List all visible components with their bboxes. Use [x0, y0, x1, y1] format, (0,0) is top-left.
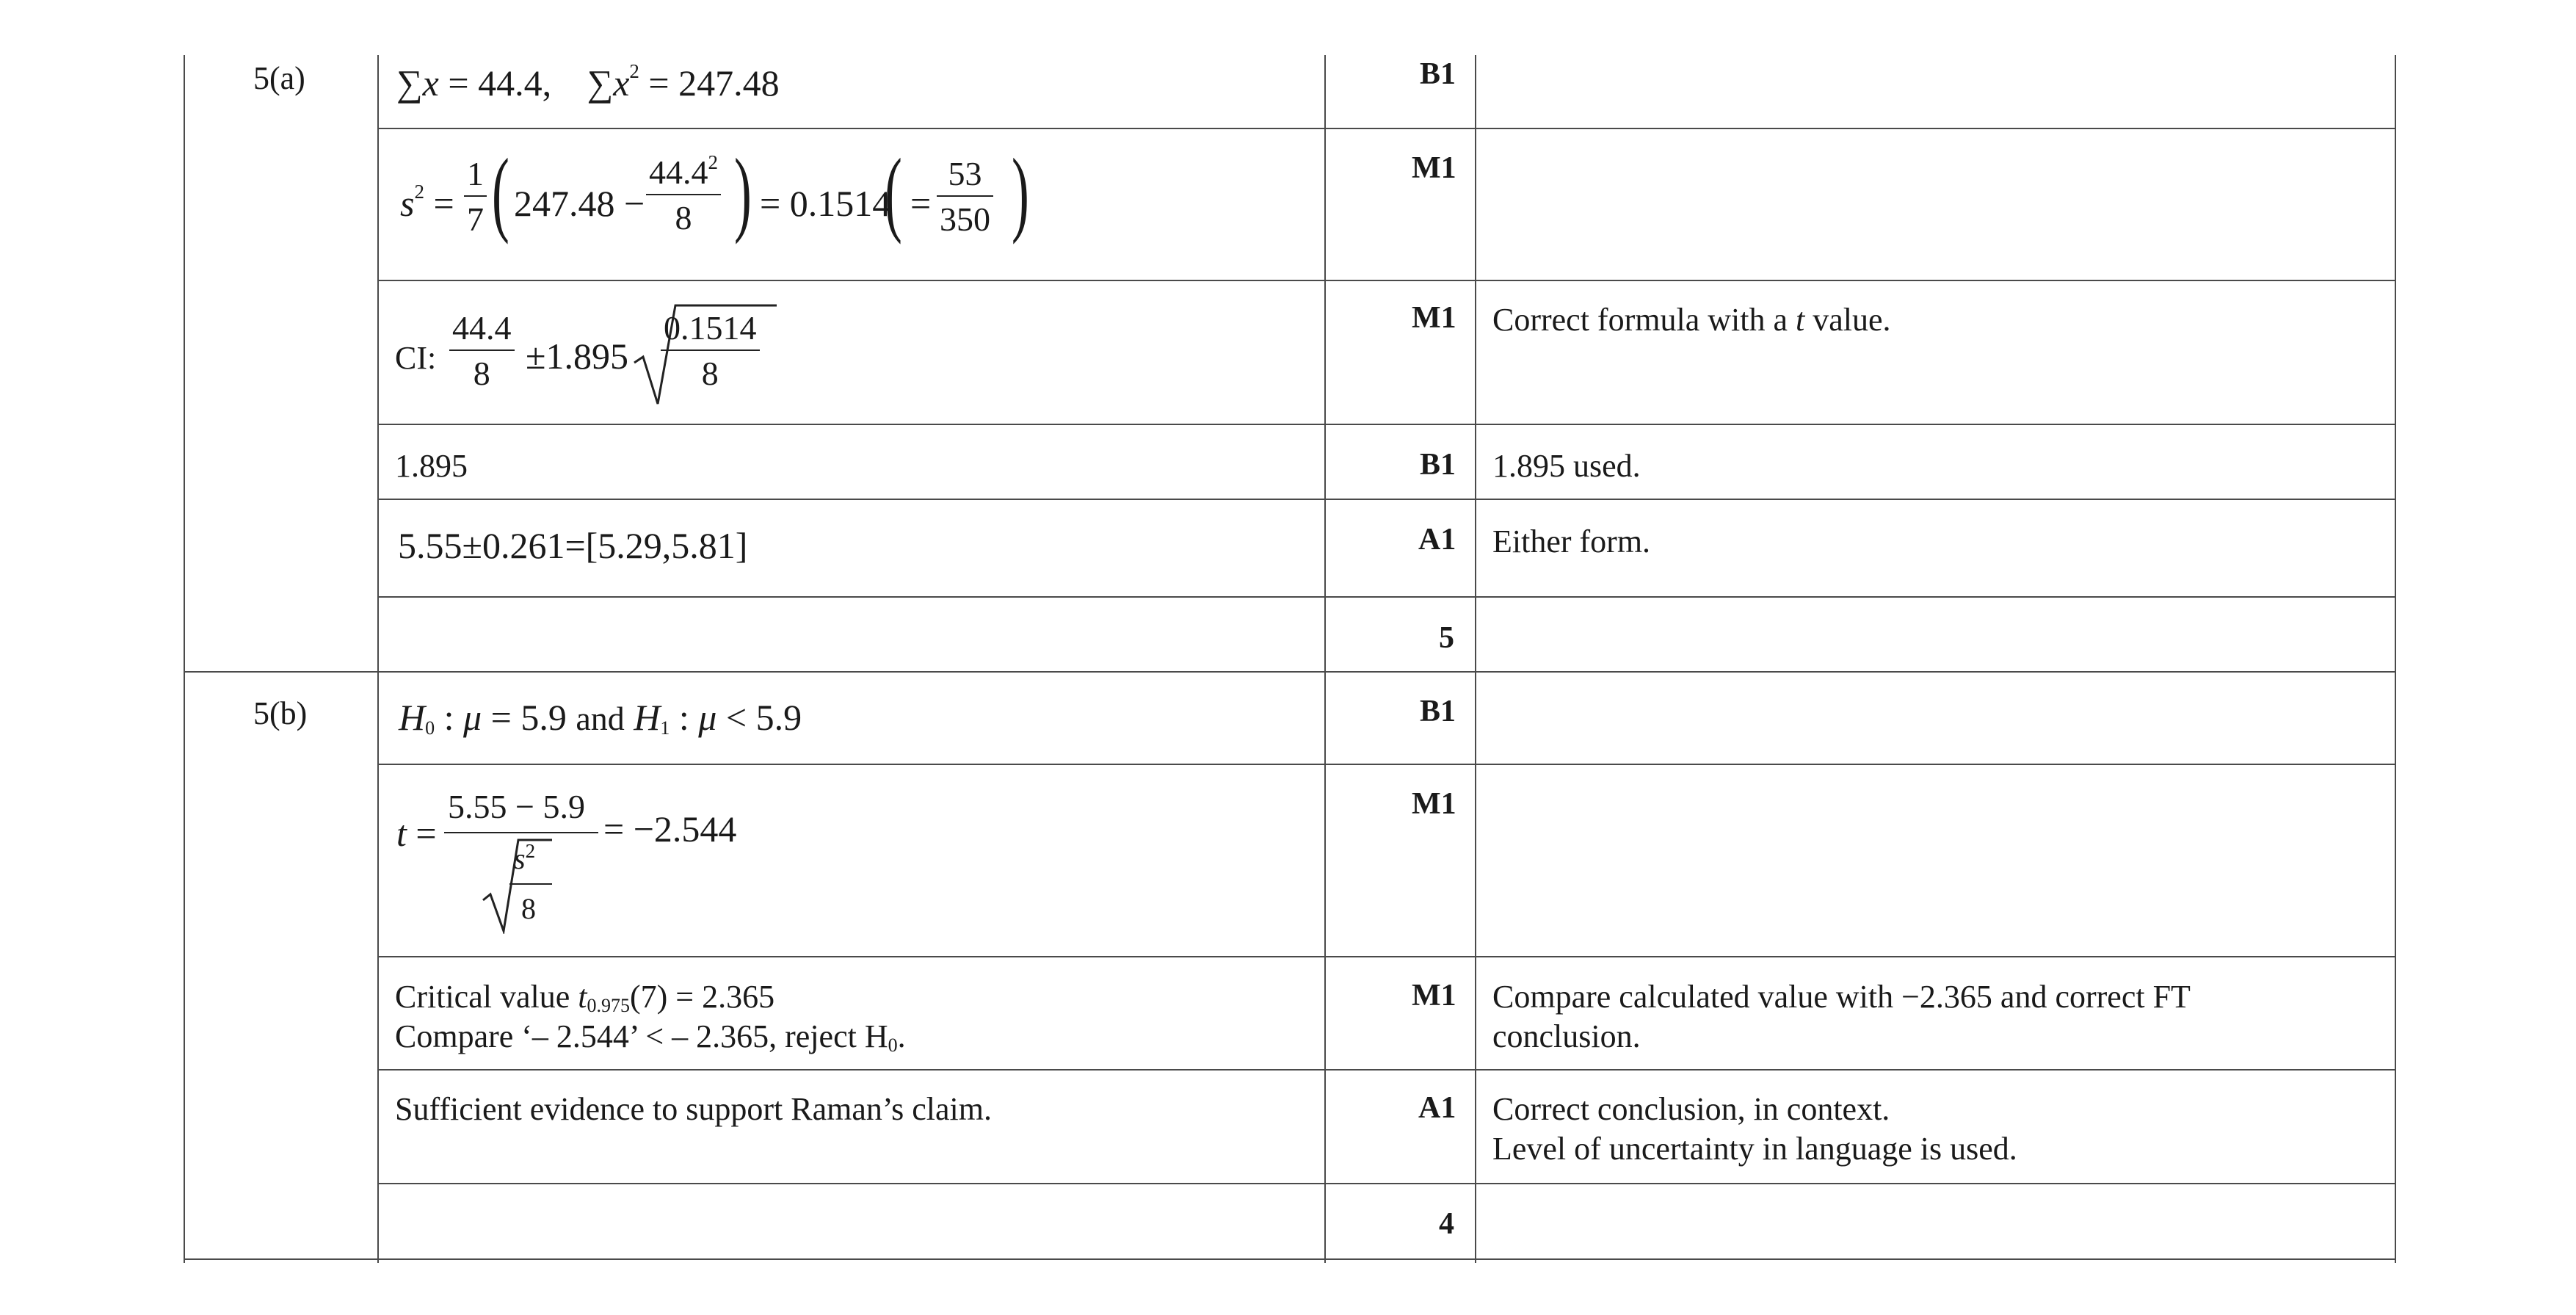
grid-line	[2395, 55, 2396, 1263]
grid-line	[377, 499, 2396, 500]
right-paren: )	[1012, 140, 1029, 245]
total-marks: 5	[1439, 621, 1454, 655]
fraction-denominator: 7	[467, 200, 484, 238]
critical-value-subscript: 0.975	[587, 995, 630, 1016]
critical-value-text: Critical value	[395, 979, 570, 1015]
s-squared-symbol: $s^2$	[514, 840, 536, 875]
and-text: and	[576, 700, 625, 737]
mark-code: M1	[1412, 787, 1456, 821]
fraction-denominator: 8	[521, 892, 536, 925]
variance-result: = 0.1514	[760, 183, 891, 224]
fraction-bar	[509, 883, 552, 885]
guidance-note: Level of uncertainty in language is used.	[1492, 1131, 2017, 1167]
ci-mean-fraction	[449, 311, 515, 391]
sum-x2-value: 247.48	[678, 62, 780, 104]
t-symbol: t =	[396, 813, 437, 854]
grid-line	[377, 280, 2396, 281]
sum-x-value: 44.4,	[478, 62, 552, 104]
exact-variance-fraction	[937, 157, 993, 236]
comparison-text: Compare ‘– 2.544’ < – 2.365, reject H	[395, 1018, 888, 1054]
guidance-note: Compare calculated value with −2.365 and correct FT	[1492, 979, 2191, 1015]
ci-variance-fraction	[661, 311, 760, 391]
hypotheses: H0 : μ = 5.9 and H1 : μ < 5.9	[399, 697, 802, 739]
sum-x-expression: ∑x = 44.4, $\sum x^2 = 247.48$	[396, 60, 780, 104]
s-squared-symbol: $s^2$ =	[400, 181, 454, 224]
grid-line	[377, 596, 2396, 598]
variance-result-value: 0.1514	[789, 183, 891, 224]
grid-line	[377, 128, 2396, 129]
grid-line	[184, 671, 2396, 673]
fraction-numerator: 53	[948, 155, 982, 192]
equals-sign: =	[910, 183, 932, 224]
mean-squared-fraction	[646, 151, 721, 236]
fraction-numerator: 1	[467, 155, 484, 192]
critical-value-result: (7) = 2.365	[629, 979, 775, 1015]
grid-line	[184, 55, 185, 1263]
total-marks: 4	[1439, 1207, 1454, 1241]
right-paren: )	[734, 140, 752, 245]
grid-line	[377, 764, 2396, 765]
grid-line	[1324, 55, 1326, 1263]
h1-value: < 5.9	[725, 697, 802, 738]
guidance-note: Correct conclusion, in context.	[1492, 1091, 1890, 1127]
grid-line	[377, 1183, 2396, 1184]
ci-label: CI:	[395, 340, 437, 376]
fraction-denominator: 8	[675, 199, 692, 236]
answer-text: 1.895	[395, 448, 468, 484]
fraction-denominator: 8	[473, 355, 490, 392]
coefficient-fraction	[464, 157, 487, 236]
mark-code: B1	[1420, 448, 1456, 482]
comparison-line: Compare ‘– 2.544’ < – 2.365, reject H0.	[395, 1018, 906, 1056]
grid-line	[377, 956, 2396, 957]
variance-term: 247.48 −	[514, 183, 645, 224]
mark-code: B1	[1420, 57, 1456, 91]
ci-t-value: ±1.895	[526, 336, 628, 377]
left-paren: (	[492, 140, 509, 245]
fraction-numerator-value: 44.4	[649, 153, 708, 191]
t-result: = −2.544	[603, 808, 737, 850]
t-numerator: 5.55 − 5.9	[448, 788, 585, 825]
question-number: 5(a)	[253, 60, 305, 96]
guidance-note: Either form.	[1492, 524, 1651, 559]
fraction-numerator: 0.1514	[664, 309, 757, 347]
critical-value-line: Critical value t0.975(7) = 2.365	[395, 979, 775, 1016]
grid-line	[377, 1069, 2396, 1071]
fraction-numerator: 44.4$^2$	[649, 151, 718, 191]
grid-line	[377, 424, 2396, 425]
mark-code: A1	[1418, 1091, 1456, 1125]
ci-final-answer: 5.55±0.261=[5.29,5.81]	[398, 525, 748, 566]
mark-code: M1	[1412, 151, 1456, 185]
fraction-denominator: 350	[940, 200, 990, 238]
mark-code: M1	[1412, 301, 1456, 335]
mark-code: A1	[1418, 523, 1456, 557]
fraction-denominator: 8	[701, 355, 719, 392]
grid-line	[377, 55, 379, 1263]
guidance-note: conclusion.	[1492, 1018, 1641, 1054]
fraction-bar	[444, 832, 598, 833]
fraction-numerator: 44.4	[452, 309, 512, 347]
mark-code: M1	[1412, 979, 1456, 1012]
variance-term-value: 247.48	[514, 183, 615, 224]
mark-code: B1	[1420, 695, 1456, 728]
left-paren: (	[885, 140, 902, 245]
question-number: 5(b)	[253, 695, 308, 731]
grid-line	[1475, 55, 1476, 1263]
guidance-note: Correct formula with a t value.	[1492, 302, 1891, 338]
h0-subscript: 0	[888, 1035, 898, 1056]
answer-text: Sufficient evidence to support Raman’s claim.	[395, 1091, 992, 1127]
guidance-note: 1.895 used.	[1492, 448, 1641, 484]
h0-value: = 5.9	[490, 697, 567, 738]
grid-line	[184, 1258, 2396, 1260]
